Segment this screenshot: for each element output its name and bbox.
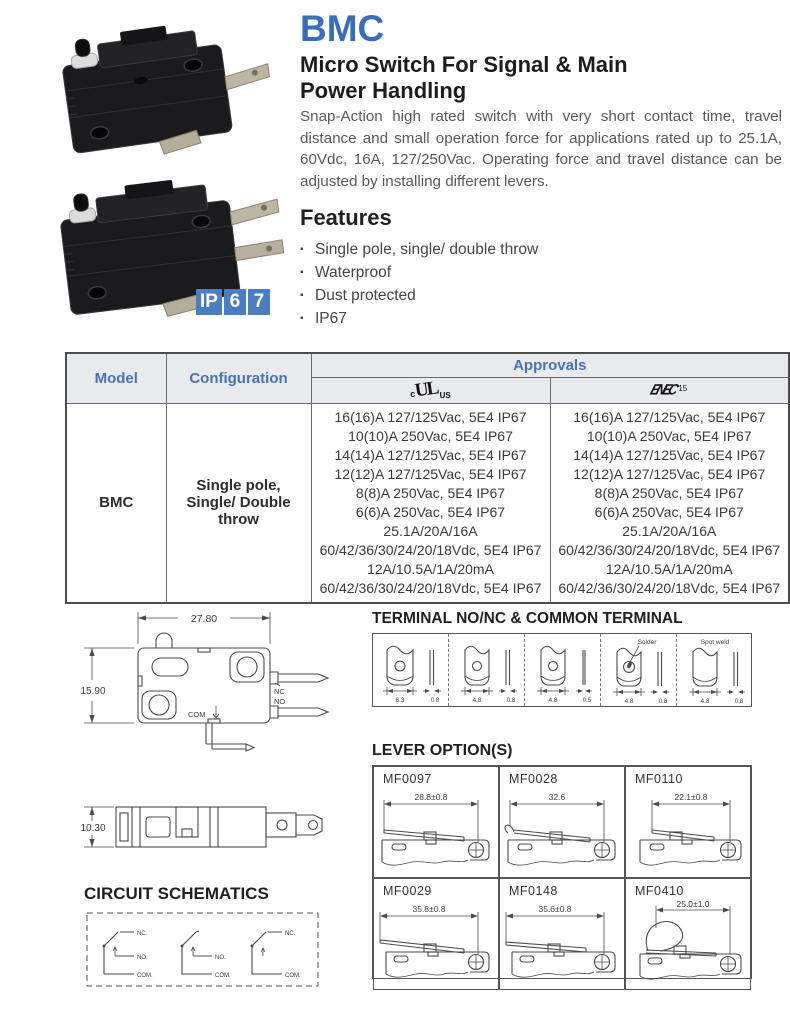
page-title: BMC [300,8,385,49]
configuration-cell: Single pole, Single/ Double throw [166,403,311,603]
rating-line: 60/42/36/30/24/20/18Vdc, 5E4 IP67 [558,541,781,558]
ratings-cell-ul [311,403,550,603]
svg-text:4.8: 4.8 [472,697,482,704]
circuit-schematics [84,910,322,990]
terminal-section-heading: TERMINAL NO/NC & COMMON TERMINAL [372,610,683,627]
features-heading: Features [300,205,392,230]
feature-item: ▪ Waterproof [300,261,720,284]
ip67-badge [196,289,270,315]
ul-mark-icon: c UL US [410,377,451,401]
terminal-variant-spot-weld [676,634,752,706]
rating-line: 60/42/36/30/24/20/18Vdc, 5E4 IP67 [319,579,542,596]
svg-text:NO.: NO. [215,955,226,961]
svg-text:4.8: 4.8 [624,698,634,705]
svg-text:35.6±0.8: 35.6±0.8 [538,904,572,914]
rating-line: 60/42/36/30/24/20/18Vdc, 5E4 IP67 [319,541,542,558]
lever-options-grid [372,765,752,979]
rating-line: 8(8)A 250Vac, 5E4 IP67 [355,484,506,501]
svg-text:NC.: NC. [137,931,148,937]
schematic-spst-no [181,931,231,979]
model-cell: BMC [66,403,166,603]
nc-label: NC [274,687,285,696]
svg-text:COM.: COM. [285,973,301,979]
ip-badge-segment: IP [196,289,222,315]
terminal-section [372,633,752,707]
width-dim-label: 27.80 [190,613,218,625]
cert-mark-enec [550,377,789,403]
features-list [300,238,720,330]
schematic-spdt [103,931,153,979]
rating-line: 14(14)A 127/125Vac, 5E4 IP67 [334,446,527,463]
svg-text:NC.: NC. [285,931,296,937]
side-height-dim: 10.30 [80,823,106,834]
rating-line: 16(16)A 127/125Vac, 5E4 IP67 [334,408,527,425]
schematic-spst-nc [251,931,301,979]
ratings-cell-enec [550,403,789,603]
top-view-drawing [78,608,338,758]
rating-line: 25.1A/20A/16A [622,522,717,539]
ip-badge-segment: 7 [248,289,270,315]
col-header-model: Model [66,353,166,403]
svg-text:0.8: 0.8 [430,698,440,704]
svg-text:Solder: Solder [637,639,657,646]
enec-mark-icon: ENEC 15 [648,380,688,399]
terminal-variant-solder [600,634,676,706]
terminal-variant-3 [524,634,600,706]
product-description: Snap-Action high rated switch with very short contact time, travel distance and small operation force for applications rated up to 25.1A, 60Vdc, 16A, 127/250Vac. Operating force and travel distance can be adjusted by installing different levers. [300,108,782,190]
lever-section-heading: LEVER OPTION(S) [372,742,513,759]
svg-text:NO.: NO. [137,955,148,961]
cert-mark-cul-us [311,377,550,403]
col-header-approvals: Approvals [311,353,789,377]
rating-line: 6(6)A 250Vac, 5E4 IP67 [355,503,506,520]
lever-option-mf0097: MF0097 28.8±0.8 [373,766,499,878]
svg-text:4.8: 4.8 [548,697,558,704]
svg-text:0.8: 0.8 [658,699,668,705]
svg-text:22.1±0.8: 22.1±0.8 [674,792,708,802]
rating-line: 16(16)A 127/125Vac, 5E4 IP67 [573,408,766,425]
svg-text:6.3: 6.3 [395,697,405,704]
feature-item: ▪ Dust protected [300,284,720,307]
svg-text:28.8±0.8: 28.8±0.8 [414,792,448,802]
svg-text:0.8: 0.8 [506,698,516,704]
schematics-heading: CIRCUIT SCHEMATICS [84,884,269,903]
product-photo-top [36,8,284,166]
col-header-configuration: Configuration [166,353,311,403]
rating-line: 12(12)A 127/125Vac, 5E4 IP67 [573,465,766,482]
plunger-button [75,38,91,57]
rating-line: 8(8)A 250Vac, 5E4 IP67 [594,484,744,501]
page-subtitle: Micro Switch For Signal & Main Power Handling [300,52,628,103]
rating-line: 10(10)A 250Vac, 5E4 IP67 [348,427,513,444]
rating-line: 14(14)A 127/125Vac, 5E4 IP67 [573,446,766,463]
svg-text:32.6: 32.6 [548,792,566,802]
terminal-blade [234,240,283,261]
side-view-drawing [76,795,326,859]
rating-line: 12A/10.5A/1A/20mA [605,560,733,577]
svg-text:COM.: COM. [215,973,231,979]
terminal-variant-1 [373,634,448,706]
rating-line: 12(12)A 127/125Vac, 5E4 IP67 [334,465,527,482]
lever-option-mf0028: MF0028 32.6 [499,766,625,878]
com-label: COM [188,710,206,719]
ip-badge-segment: 6 [224,289,246,315]
no-label: NO [274,697,286,706]
lever-option-mf0029: MF0029 35.8±0.8 [373,878,499,990]
terminal-blade [224,64,270,90]
svg-text:0.8: 0.8 [734,699,744,705]
height-dim-label: 15.90 [80,686,106,697]
terminal-blade [229,199,279,225]
svg-text:25.0±1.0: 25.0±1.0 [676,899,710,909]
rating-line: 6(6)A 250Vac, 5E4 IP67 [594,503,744,520]
svg-text:35.8±0.8: 35.8±0.8 [412,904,446,914]
rating-line: 10(10)A 250Vac, 5E4 IP67 [586,427,752,444]
rating-line: 60/42/36/30/24/20/18Vdc, 5E4 IP67 [558,579,781,596]
svg-text:COM.: COM. [137,973,153,979]
feature-item: ▪ IP67 [300,307,720,330]
lever-option-mf0110: MF0110 22.1±0.8 [625,766,751,878]
rating-line: 25.1A/20A/16A [383,522,478,539]
plunger-button [73,193,89,212]
lever-option-mf0410: MF0410 25.0±1.0 [625,878,751,990]
terminal-variant-2 [448,634,524,706]
approvals-table [65,352,790,604]
svg-text:4.8: 4.8 [700,698,710,705]
feature-item: ▪ Single pole, single/ double throw [300,238,720,261]
lever-option-mf0148: MF0148 35.6±0.8 [499,878,625,990]
svg-text:0.5: 0.5 [582,698,592,704]
rating-line: 12A/10.5A/1A/20mA [367,560,494,577]
svg-text:Spot weld: Spot weld [700,639,730,646]
